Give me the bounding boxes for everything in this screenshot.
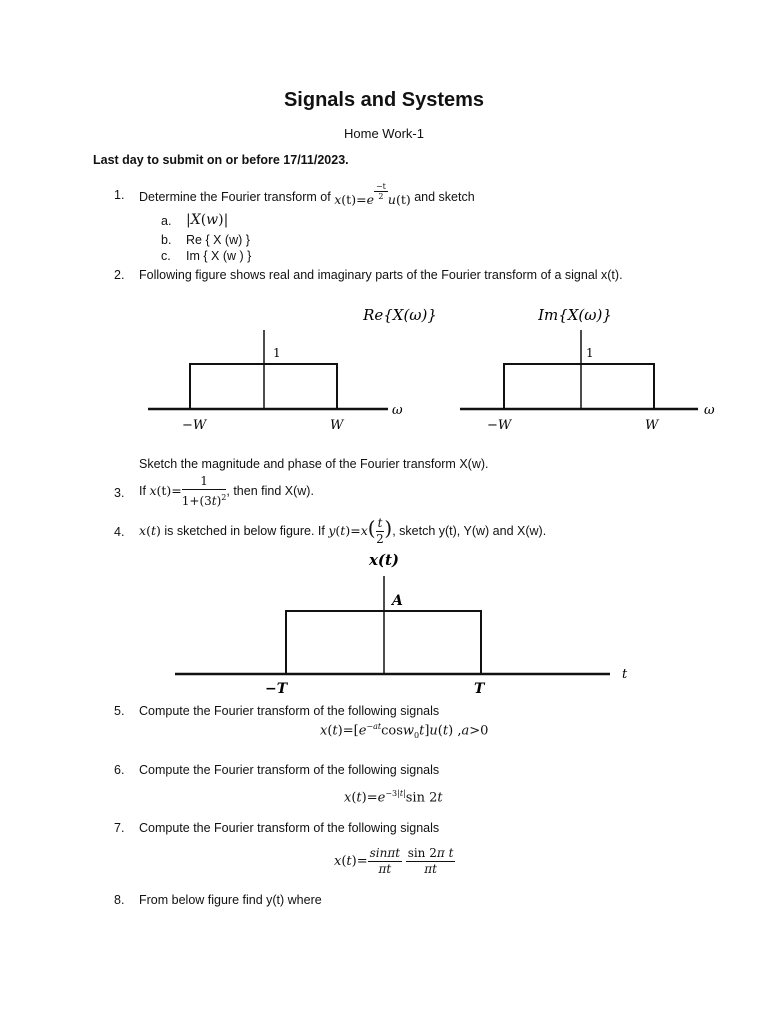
- question-4-number: 4.: [114, 525, 125, 539]
- subitem-c-letter: c.: [161, 249, 171, 263]
- question-6-equation: $x(t)=e^{-3|t|}\sin$ 2t: [344, 789, 443, 806]
- x-t-left-label: −T: [265, 681, 288, 697]
- im-figure: [460, 306, 715, 433]
- question-8-number: 8.: [114, 893, 125, 907]
- question-7-equation: x(t)= $\frac{\sin\pi t}{\pi t}$ $\frac{\text{sin 2π t}}{\pi t}$: [334, 846, 454, 876]
- subitem-c-text: Im { X (w ) }: [186, 249, 252, 263]
- re-height-label: 1: [273, 346, 281, 360]
- x-t-height-label: A: [392, 593, 403, 609]
- im-omega-label: ω: [704, 403, 715, 418]
- question-8-text: From below figure find y(t) where: [139, 893, 322, 907]
- question-3-number: 3.: [114, 486, 125, 500]
- im-height-label: 1: [586, 346, 594, 360]
- fourier-parts-figure: [140, 300, 760, 440]
- x-t-figure: [170, 548, 640, 698]
- re-rect-pulse: [148, 364, 337, 409]
- question-3-text: If x(t)= $\frac{1}{1+(3t)^2}$ , then find X(w).: [139, 474, 314, 508]
- re-right-label: W: [330, 418, 344, 433]
- subitem-b-text: Re { X (w) }: [186, 233, 250, 247]
- im-left-label: −W: [487, 418, 512, 433]
- question-2-number: 2.: [114, 268, 125, 282]
- question-1-text: Determine the Fourier transform of x(t)=e $\frac{-t}{2}$ u(t) and sketch: [139, 182, 475, 207]
- x-t-figure-title: x(t): [368, 551, 400, 569]
- im-figure-title: Im{X(ω)}: [538, 306, 612, 324]
- question-2-followup: Sketch the magnitude and phase of the Fourier transform X(w).: [139, 457, 489, 471]
- subitem-a-text: |X(w)|: [186, 212, 229, 228]
- im-rect-pulse: [460, 364, 654, 409]
- question-5-number: 5.: [114, 704, 125, 718]
- question-5-equation: $x(t)=[e^{-at}\cos w_0t]u(t)$ ,a>0: [320, 722, 489, 740]
- question-5-text: Compute the Fourier transform of the following signals: [139, 704, 440, 718]
- page-subtitle: Home Work-1: [344, 126, 424, 141]
- question-6-text: Compute the Fourier transform of the following signals: [139, 763, 440, 777]
- re-left-label: −W: [182, 418, 207, 433]
- subitem-b-letter: b.: [161, 233, 172, 247]
- question-7-text: Compute the Fourier transform of the following signals: [139, 821, 440, 835]
- page-title: Signals and Systems: [283, 89, 485, 111]
- subitem-a-letter: a.: [161, 214, 172, 228]
- re-omega-label: ω: [392, 403, 403, 418]
- re-figure: [148, 306, 437, 433]
- x-t-rect-pulse: [175, 611, 481, 674]
- question-4-text: x(t) is sketched in below figure. If y(t)=x( $\frac{t}{2}$ ), sketch y(t), Y(w) and X(w).: [139, 516, 547, 547]
- question-1-number: 1.: [114, 188, 125, 202]
- deadline-note: Last day to submit on or before 17/11/2023.: [93, 153, 349, 167]
- question-7-number: 7.: [114, 821, 125, 835]
- x-t-axis-label: t: [622, 667, 628, 682]
- re-figure-title: Re{X(ω)}: [363, 306, 437, 324]
- im-right-label: W: [645, 418, 659, 433]
- x-t-right-label: T: [474, 681, 485, 697]
- question-6-number: 6.: [114, 763, 125, 777]
- question-2-text: Following figure shows real and imaginary parts of the Fourier transform of a signal x(t).: [139, 268, 623, 282]
